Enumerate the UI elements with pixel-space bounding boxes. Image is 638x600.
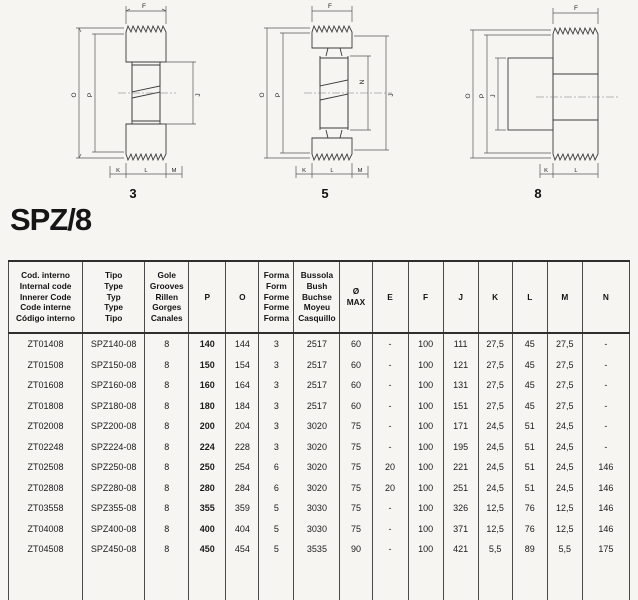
cell-k: 12,5 bbox=[478, 519, 512, 540]
cell-p: 250 bbox=[189, 457, 226, 478]
cell-n: - bbox=[582, 333, 629, 355]
cell-form: 6 bbox=[259, 478, 294, 499]
dim-label-m: M bbox=[357, 168, 363, 174]
cell-bush: 2517 bbox=[294, 355, 340, 376]
dim-label-o: O bbox=[71, 92, 78, 98]
cell-j: 326 bbox=[443, 498, 478, 519]
cell-p: 200 bbox=[189, 416, 226, 437]
cell-internal_code: ZT02008 bbox=[9, 416, 83, 437]
dim-label-j: J bbox=[490, 94, 497, 98]
cell-l: 45 bbox=[512, 396, 547, 417]
column-header-p bbox=[189, 261, 226, 333]
table-row bbox=[9, 519, 630, 540]
column-header-j bbox=[443, 261, 478, 333]
cell-grooves: 8 bbox=[145, 498, 189, 519]
cell-p: 400 bbox=[189, 519, 226, 540]
column-header-line: Typ bbox=[106, 291, 121, 302]
column-header-line: F bbox=[423, 291, 429, 302]
cell-f: 100 bbox=[408, 437, 443, 458]
column-header-line: Forme bbox=[263, 291, 290, 302]
table-row bbox=[9, 478, 630, 499]
cell-l: 51 bbox=[512, 416, 547, 437]
empty-row bbox=[9, 560, 630, 600]
column-header-line: Code interne bbox=[20, 302, 71, 313]
empty-cell-bush bbox=[294, 560, 340, 600]
cell-e: - bbox=[372, 416, 408, 437]
dim-label-l: L bbox=[330, 168, 334, 174]
spec-table-head bbox=[9, 261, 630, 333]
column-header-k bbox=[478, 261, 512, 333]
diagram-caption-3: 3 bbox=[129, 186, 137, 201]
cell-f: 100 bbox=[408, 416, 443, 437]
column-header-line: E bbox=[387, 291, 393, 302]
dim-label-f: F bbox=[328, 3, 332, 10]
cell-m: 24,5 bbox=[547, 416, 582, 437]
cell-form: 3 bbox=[259, 333, 294, 355]
cell-p: 224 bbox=[189, 437, 226, 458]
column-header-line: Gorges bbox=[152, 302, 182, 313]
empty-cell-o bbox=[226, 560, 259, 600]
column-header-line: K bbox=[492, 291, 499, 302]
column-header-line: Bush bbox=[306, 280, 328, 291]
cell-o: 164 bbox=[226, 375, 259, 396]
cell-form: 6 bbox=[259, 457, 294, 478]
table-row bbox=[9, 539, 630, 560]
cell-max_bore: 75 bbox=[340, 498, 372, 519]
cell-l: 51 bbox=[512, 478, 547, 499]
empty-cell-f bbox=[408, 560, 443, 600]
cell-bush: 2517 bbox=[294, 396, 340, 417]
table-row bbox=[9, 437, 630, 458]
pulley-section-drawing bbox=[448, 2, 628, 184]
cell-k: 24,5 bbox=[478, 478, 512, 499]
cell-m: 24,5 bbox=[547, 437, 582, 458]
empty-cell-grooves bbox=[145, 560, 189, 600]
column-header-f bbox=[408, 261, 443, 333]
pulley-diagram-form-8 bbox=[448, 2, 628, 184]
table-row bbox=[9, 457, 630, 478]
cell-p: 180 bbox=[189, 396, 226, 417]
cell-max_bore: 75 bbox=[340, 416, 372, 437]
cell-o: 454 bbox=[226, 539, 259, 560]
cell-n: 146 bbox=[582, 498, 629, 519]
cell-e: - bbox=[372, 498, 408, 519]
cell-bush: 3020 bbox=[294, 416, 340, 437]
cell-k: 27,5 bbox=[478, 333, 512, 355]
dim-label-m: M bbox=[171, 168, 177, 174]
cell-internal_code: ZT01508 bbox=[9, 355, 83, 376]
cell-l: 45 bbox=[512, 355, 547, 376]
column-header-m bbox=[547, 261, 582, 333]
table-row bbox=[9, 396, 630, 417]
column-header-o bbox=[226, 261, 259, 333]
dim-label-n: N bbox=[359, 79, 366, 85]
column-header-line: Código interno bbox=[16, 313, 76, 324]
cell-p: 280 bbox=[189, 478, 226, 499]
cell-type: SPZ450-08 bbox=[83, 539, 145, 560]
cell-j: 251 bbox=[443, 478, 478, 499]
cell-f: 100 bbox=[408, 478, 443, 499]
cell-n: 146 bbox=[582, 478, 629, 499]
cell-internal_code: ZT04508 bbox=[9, 539, 83, 560]
column-header-line: Gole bbox=[157, 269, 176, 280]
column-header-line: Innerer Code bbox=[19, 291, 72, 302]
dim-label-k: K bbox=[116, 168, 120, 174]
empty-cell-max_bore bbox=[340, 560, 372, 600]
pulley-section-drawing bbox=[240, 2, 410, 184]
empty-cell-n bbox=[582, 560, 629, 600]
column-header-line: O bbox=[239, 291, 246, 302]
cell-n: 146 bbox=[582, 519, 629, 540]
column-header-line: N bbox=[602, 291, 609, 302]
cell-type: SPZ180-08 bbox=[83, 396, 145, 417]
cell-bush: 2517 bbox=[294, 375, 340, 396]
column-header-line: Rillen bbox=[155, 291, 179, 302]
cell-p: 150 bbox=[189, 355, 226, 376]
cell-j: 131 bbox=[443, 375, 478, 396]
cell-l: 45 bbox=[512, 375, 547, 396]
cell-internal_code: ZT01608 bbox=[9, 375, 83, 396]
cell-l: 76 bbox=[512, 519, 547, 540]
cell-max_bore: 60 bbox=[340, 396, 372, 417]
column-header-line: Grooves bbox=[149, 280, 184, 291]
dim-label-l: L bbox=[574, 168, 578, 174]
cell-form: 3 bbox=[259, 416, 294, 437]
cell-internal_code: ZT01808 bbox=[9, 396, 83, 417]
dim-label-o: O bbox=[465, 93, 472, 99]
table-row bbox=[9, 498, 630, 519]
cell-j: 195 bbox=[443, 437, 478, 458]
cell-max_bore: 75 bbox=[340, 478, 372, 499]
cell-bush: 2517 bbox=[294, 333, 340, 355]
column-header-line: Internal code bbox=[19, 280, 72, 291]
cell-type: SPZ250-08 bbox=[83, 457, 145, 478]
cell-max_bore: 75 bbox=[340, 519, 372, 540]
cell-o: 144 bbox=[226, 333, 259, 355]
cell-o: 404 bbox=[226, 519, 259, 540]
column-header-line: Type bbox=[104, 280, 124, 291]
cell-o: 204 bbox=[226, 416, 259, 437]
cell-n: - bbox=[582, 355, 629, 376]
cell-j: 371 bbox=[443, 519, 478, 540]
column-header-grooves bbox=[145, 261, 189, 333]
dim-label-p: P bbox=[87, 92, 94, 98]
cell-e: - bbox=[372, 519, 408, 540]
cell-n: - bbox=[582, 396, 629, 417]
column-header-line: Type bbox=[104, 302, 124, 313]
cell-max_bore: 60 bbox=[340, 355, 372, 376]
diagram-caption-8: 8 bbox=[534, 186, 542, 201]
cell-form: 3 bbox=[259, 375, 294, 396]
empty-cell-type bbox=[83, 560, 145, 600]
cell-o: 359 bbox=[226, 498, 259, 519]
cell-form: 5 bbox=[259, 498, 294, 519]
cell-j: 221 bbox=[443, 457, 478, 478]
cell-n: 175 bbox=[582, 539, 629, 560]
cell-k: 24,5 bbox=[478, 457, 512, 478]
cell-m: 24,5 bbox=[547, 478, 582, 499]
cell-f: 100 bbox=[408, 539, 443, 560]
cell-grooves: 8 bbox=[145, 333, 189, 355]
cell-e: - bbox=[372, 355, 408, 376]
dim-label-l: L bbox=[144, 168, 148, 174]
page-title: SPZ/8 bbox=[10, 202, 92, 237]
column-header-type bbox=[83, 261, 145, 333]
column-header-line: J bbox=[458, 291, 463, 302]
column-header-line: Cod. interno bbox=[21, 269, 70, 280]
cell-type: SPZ400-08 bbox=[83, 519, 145, 540]
cell-internal_code: ZT01408 bbox=[9, 333, 83, 355]
cell-o: 254 bbox=[226, 457, 259, 478]
dim-label-f: F bbox=[142, 3, 146, 10]
column-header-line: MAX bbox=[346, 297, 366, 307]
cell-n: - bbox=[582, 437, 629, 458]
cell-form: 3 bbox=[259, 437, 294, 458]
cell-e: 20 bbox=[372, 457, 408, 478]
cell-type: SPZ200-08 bbox=[83, 416, 145, 437]
cell-e: - bbox=[372, 539, 408, 560]
cell-k: 5,5 bbox=[478, 539, 512, 560]
header-row bbox=[9, 261, 630, 333]
cell-l: 45 bbox=[512, 333, 547, 355]
empty-cell-m bbox=[547, 560, 582, 600]
cell-f: 100 bbox=[408, 498, 443, 519]
cell-bush: 3020 bbox=[294, 437, 340, 458]
cell-grooves: 8 bbox=[145, 519, 189, 540]
column-header-line: Ø bbox=[352, 286, 360, 297]
cell-internal_code: ZT02808 bbox=[9, 478, 83, 499]
table-row bbox=[9, 333, 630, 355]
cell-type: SPZ140-08 bbox=[83, 333, 145, 355]
table-row bbox=[9, 416, 630, 437]
dim-label-k: K bbox=[544, 168, 548, 174]
cell-grooves: 8 bbox=[145, 457, 189, 478]
column-header-line: Buchse bbox=[301, 291, 332, 302]
column-header-line: Forma bbox=[263, 269, 290, 280]
column-header-line: P bbox=[204, 291, 211, 302]
cell-grooves: 8 bbox=[145, 396, 189, 417]
column-header-line: Casquillo bbox=[298, 313, 336, 324]
cell-internal_code: ZT04008 bbox=[9, 519, 83, 540]
column-header-max_bore bbox=[340, 261, 372, 333]
cell-o: 228 bbox=[226, 437, 259, 458]
dim-label-p: P bbox=[275, 92, 282, 98]
column-header-line: Tipo bbox=[104, 313, 123, 324]
cell-j: 111 bbox=[443, 333, 478, 355]
column-header-line: L bbox=[527, 291, 533, 302]
table-row bbox=[9, 375, 630, 396]
cell-l: 51 bbox=[512, 457, 547, 478]
column-header-n bbox=[582, 261, 629, 333]
cell-k: 24,5 bbox=[478, 416, 512, 437]
cell-f: 100 bbox=[408, 333, 443, 355]
table-row bbox=[9, 355, 630, 376]
cell-grooves: 8 bbox=[145, 539, 189, 560]
cell-type: SPZ160-08 bbox=[83, 375, 145, 396]
cell-internal_code: ZT02248 bbox=[9, 437, 83, 458]
column-header-line: Moyeu bbox=[303, 302, 331, 313]
cell-e: - bbox=[372, 396, 408, 417]
cell-m: 27,5 bbox=[547, 396, 582, 417]
column-header-e bbox=[372, 261, 408, 333]
column-header-internal_code bbox=[9, 261, 83, 333]
column-header-line: M bbox=[561, 291, 569, 302]
cell-n: - bbox=[582, 416, 629, 437]
cell-grooves: 8 bbox=[145, 416, 189, 437]
cell-j: 151 bbox=[443, 396, 478, 417]
spec-table-body bbox=[9, 333, 630, 600]
dim-label-k: K bbox=[302, 168, 306, 174]
cell-form: 5 bbox=[259, 539, 294, 560]
cell-e: 20 bbox=[372, 478, 408, 499]
empty-cell-p bbox=[189, 560, 226, 600]
dim-label-f: F bbox=[574, 5, 578, 12]
column-header-line: Forma bbox=[263, 313, 290, 324]
spec-table bbox=[8, 260, 630, 600]
cell-form: 3 bbox=[259, 355, 294, 376]
cell-p: 355 bbox=[189, 498, 226, 519]
cell-p: 450 bbox=[189, 539, 226, 560]
cell-m: 12,5 bbox=[547, 498, 582, 519]
cell-max_bore: 90 bbox=[340, 539, 372, 560]
dim-label-p: P bbox=[479, 93, 486, 99]
cell-max_bore: 60 bbox=[340, 333, 372, 355]
pulley-diagram-form-3 bbox=[48, 2, 218, 184]
cell-max_bore: 75 bbox=[340, 437, 372, 458]
cell-e: - bbox=[372, 437, 408, 458]
dim-label-o: O bbox=[259, 92, 266, 98]
cell-p: 160 bbox=[189, 375, 226, 396]
cell-bush: 3020 bbox=[294, 478, 340, 499]
cell-f: 100 bbox=[408, 396, 443, 417]
cell-bush: 3030 bbox=[294, 498, 340, 519]
cell-f: 100 bbox=[408, 457, 443, 478]
column-header-l bbox=[512, 261, 547, 333]
cell-type: SPZ280-08 bbox=[83, 478, 145, 499]
column-header-line: Canales bbox=[150, 313, 183, 324]
cell-grooves: 8 bbox=[145, 355, 189, 376]
column-header-line: Form bbox=[266, 280, 287, 291]
cell-e: - bbox=[372, 333, 408, 355]
cell-type: SPZ355-08 bbox=[83, 498, 145, 519]
column-header-line: Bussola bbox=[300, 269, 334, 280]
cell-j: 421 bbox=[443, 539, 478, 560]
cell-type: SPZ150-08 bbox=[83, 355, 145, 376]
cell-n: 146 bbox=[582, 457, 629, 478]
diagram-caption-5: 5 bbox=[321, 186, 329, 201]
cell-max_bore: 60 bbox=[340, 375, 372, 396]
pulley-section-drawing bbox=[48, 2, 218, 184]
cell-internal_code: ZT02508 bbox=[9, 457, 83, 478]
empty-cell-j bbox=[443, 560, 478, 600]
cell-f: 100 bbox=[408, 519, 443, 540]
cell-l: 51 bbox=[512, 437, 547, 458]
cell-grooves: 8 bbox=[145, 375, 189, 396]
cell-o: 284 bbox=[226, 478, 259, 499]
cell-m: 5,5 bbox=[547, 539, 582, 560]
cell-bush: 3030 bbox=[294, 519, 340, 540]
cell-m: 27,5 bbox=[547, 375, 582, 396]
cell-grooves: 8 bbox=[145, 478, 189, 499]
cell-l: 76 bbox=[512, 498, 547, 519]
empty-cell-k bbox=[478, 560, 512, 600]
cell-k: 27,5 bbox=[478, 396, 512, 417]
cell-p: 140 bbox=[189, 333, 226, 355]
pulley-diagram-form-5 bbox=[240, 2, 410, 184]
cell-k: 27,5 bbox=[478, 355, 512, 376]
cell-m: 24,5 bbox=[547, 457, 582, 478]
empty-cell-form bbox=[259, 560, 294, 600]
cell-max_bore: 75 bbox=[340, 457, 372, 478]
dim-label-j: J bbox=[388, 93, 395, 97]
cell-n: - bbox=[582, 375, 629, 396]
empty-cell-internal_code bbox=[9, 560, 83, 600]
column-header-line: Tipo bbox=[104, 269, 123, 280]
cell-o: 154 bbox=[226, 355, 259, 376]
cell-type: SPZ224-08 bbox=[83, 437, 145, 458]
cell-form: 5 bbox=[259, 519, 294, 540]
column-header-form bbox=[259, 261, 294, 333]
cell-o: 184 bbox=[226, 396, 259, 417]
cell-internal_code: ZT03558 bbox=[9, 498, 83, 519]
column-header-bush bbox=[294, 261, 340, 333]
cell-j: 171 bbox=[443, 416, 478, 437]
cell-f: 100 bbox=[408, 375, 443, 396]
cell-m: 27,5 bbox=[547, 355, 582, 376]
cell-m: 12,5 bbox=[547, 519, 582, 540]
empty-cell-e bbox=[372, 560, 408, 600]
cell-form: 3 bbox=[259, 396, 294, 417]
cell-f: 100 bbox=[408, 355, 443, 376]
cell-bush: 3535 bbox=[294, 539, 340, 560]
cell-j: 121 bbox=[443, 355, 478, 376]
cell-m: 27,5 bbox=[547, 333, 582, 355]
cell-grooves: 8 bbox=[145, 437, 189, 458]
dim-label-j: J bbox=[195, 93, 202, 97]
cell-e: - bbox=[372, 375, 408, 396]
empty-cell-l bbox=[512, 560, 547, 600]
cell-bush: 3020 bbox=[294, 457, 340, 478]
column-header-line: Forme bbox=[263, 302, 290, 313]
cell-k: 12,5 bbox=[478, 498, 512, 519]
cell-l: 89 bbox=[512, 539, 547, 560]
cell-k: 24,5 bbox=[478, 437, 512, 458]
cell-k: 27,5 bbox=[478, 375, 512, 396]
